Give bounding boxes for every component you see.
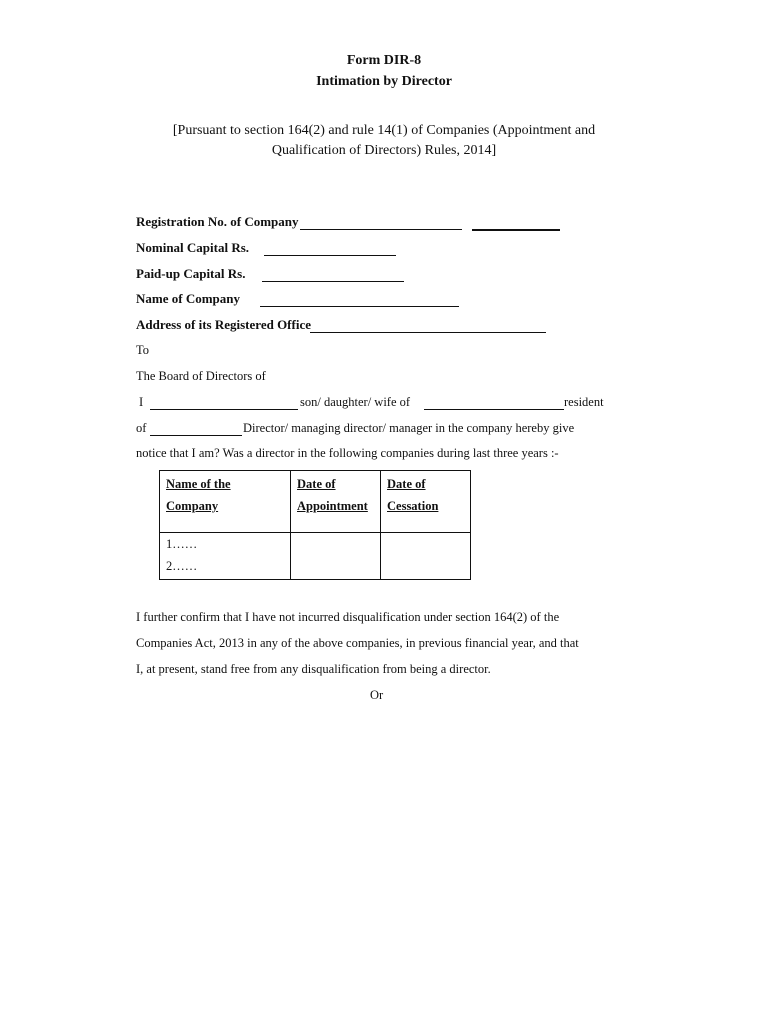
pursuant-line-2: Qualification of Directors) Rules, 2014] [271, 143, 497, 158]
form-subtitle: Intimation by Director [316, 74, 452, 89]
resident-label: resident [564, 395, 604, 409]
table-header-row [160, 471, 471, 533]
paid-up-capital-blank[interactable] [262, 281, 404, 282]
appointment-cell[interactable] [291, 533, 381, 580]
registration-no-blank-2[interactable] [472, 229, 560, 231]
nominal-capital-label: Nominal Capital Rs. [136, 240, 250, 255]
or-label: Or [370, 688, 384, 702]
confirm-line-2: Companies Act, 2013 in any of the above companies, in previous financial year, and that [136, 636, 579, 650]
directorship-table [159, 470, 471, 580]
notice-text: notice that I am? Was a director in the following companies during last three years :- [136, 446, 559, 460]
residence-blank[interactable] [150, 435, 242, 436]
relation-label: son/ daughter/ wife of [300, 395, 411, 409]
company-cell[interactable]: 1…… 2…… [160, 533, 291, 580]
paid-up-capital-label: Paid-up Capital Rs. [136, 266, 246, 281]
header-appointment: Date of Appointment [291, 471, 381, 533]
registered-office-label: Address of its Registered Office [136, 317, 311, 332]
confirm-line-3: I, at present, stand free from any disqualification from being a director. [136, 662, 491, 676]
table-row [160, 533, 471, 580]
nominal-capital-blank[interactable] [264, 255, 396, 256]
pursuant-line-1: [Pursuant to section 164(2) and rule 14(1) of Companies (Appointment and [172, 123, 596, 138]
registered-office-blank[interactable] [310, 332, 546, 333]
header-cessation: Date of Cessation [381, 471, 471, 533]
relative-name-blank[interactable] [424, 409, 564, 410]
company-name-label: Name of Company [136, 291, 240, 306]
director-role-text: Director/ managing director/ manager in the company hereby give [243, 421, 575, 435]
board-label: The Board of Directors of [136, 369, 266, 383]
i-label: I [139, 395, 144, 409]
header-company: Name of the Company [160, 471, 291, 533]
to-label: To [136, 343, 150, 357]
company-name-blank[interactable] [260, 306, 459, 307]
registration-no-blank[interactable] [300, 229, 462, 230]
registration-no-label: Registration No. of Company [136, 214, 299, 229]
cessation-cell[interactable] [381, 533, 471, 580]
of-label: of [136, 421, 147, 435]
form-title: Form DIR-8 [346, 53, 422, 68]
director-name-blank[interactable] [150, 409, 298, 410]
confirm-line-1: I further confirm that I have not incurred disqualification under section 164(2) of the [136, 610, 560, 624]
